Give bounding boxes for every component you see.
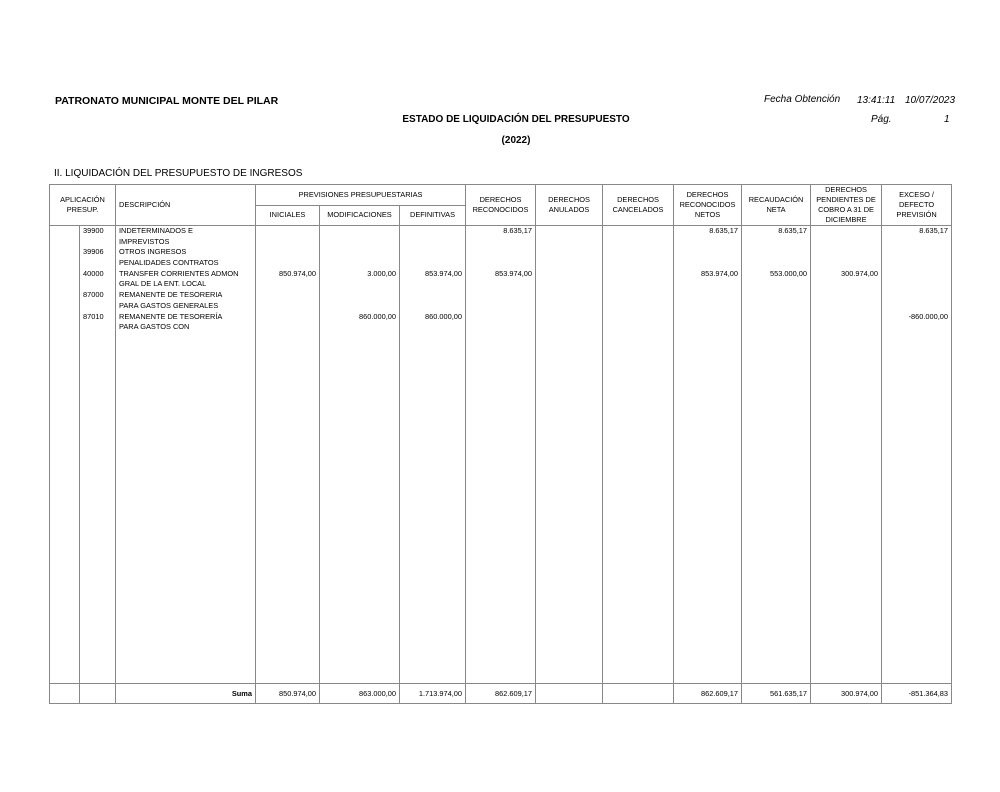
line-text (400, 237, 465, 248)
line-text (811, 301, 881, 312)
total-netos: 862.609,17 (674, 684, 742, 704)
line-text (256, 322, 319, 333)
line-text: 853.974,00 (701, 268, 739, 278)
col-pendientes: DERECHOS PENDIENTES DE COBRO A 31 DE DICIEMBRE (811, 185, 882, 226)
line-text (674, 237, 741, 248)
pendientes-lines (811, 226, 881, 683)
line-text (536, 247, 602, 258)
time-value: 13:41:11 (857, 95, 896, 106)
line-text (811, 258, 881, 269)
body-modificaciones-col (320, 226, 400, 684)
line-text (466, 290, 535, 301)
line-text: 8.635,17 (709, 226, 739, 235)
line-text (256, 247, 319, 258)
line-text (811, 247, 881, 258)
col-derechos-netos: DERECHOS RECONOCIDOS NETOS (674, 185, 742, 226)
exceso-lines (882, 226, 951, 683)
line-text (320, 322, 399, 333)
line-text: IMPREVISTOS (119, 236, 170, 246)
line-text (742, 290, 810, 301)
line-text (742, 322, 810, 333)
col-recaudacion: RECAUDACIÓN NETA (742, 185, 811, 226)
line-text (536, 226, 602, 237)
line-text: 8.635,17 (503, 226, 533, 235)
section-title: II. LIQUIDACIÓN DEL PRESUPUESTO DE INGRESOS (54, 168, 303, 179)
line-text (882, 290, 951, 301)
col-modificaciones: MODIFICACIONES (320, 205, 400, 226)
line-text (603, 237, 673, 248)
line-text (466, 247, 535, 258)
line-text (674, 279, 741, 290)
page-number: 1 (944, 114, 950, 125)
organization-name: PATRONATO MUNICIPAL MONTE DEL PILAR (55, 95, 279, 107)
line-text (882, 269, 951, 280)
col-definitivas: DEFINITIVAS (400, 205, 466, 226)
col-exceso: EXCESO / DEFECTO PREVISIÓN (882, 185, 952, 226)
total-iniciales: 850.974,00 (256, 684, 320, 704)
line-text (674, 312, 741, 323)
total-definitivas: 1.713.974,00 (400, 684, 466, 704)
total-modificaciones: 863.000,00 (320, 684, 400, 704)
body-desc-col (116, 226, 256, 684)
line-text (742, 312, 810, 323)
line-text (256, 279, 319, 290)
report-year: (2022) (501, 135, 531, 146)
line-text (811, 237, 881, 248)
line-text (742, 237, 810, 248)
anulados-lines (536, 226, 602, 683)
line-text: 300.974,00 (841, 268, 879, 278)
line-text: OTROS INGRESOS (119, 247, 187, 257)
line-text (320, 226, 399, 237)
body-netos-col (674, 226, 742, 684)
line-text (742, 279, 810, 290)
line-text (466, 279, 535, 290)
line-text (536, 269, 602, 280)
line-text (320, 237, 399, 248)
totals-row (50, 684, 952, 704)
line-text (882, 301, 951, 312)
line-text (80, 301, 115, 312)
col-derechos-anulados: DERECHOS ANULADOS (536, 185, 603, 226)
line-text (80, 258, 115, 269)
line-text (536, 322, 602, 333)
body-reconocidos-col (466, 226, 536, 684)
col-previsiones: PREVISIONES PRESUPUESTARIAS (256, 185, 466, 206)
line-text (603, 258, 673, 269)
line-text: 40000 (83, 268, 104, 278)
line-text (320, 279, 399, 290)
line-text (742, 301, 810, 312)
body-exceso-col (882, 226, 952, 684)
line-text (536, 258, 602, 269)
body-pendientes-col (811, 226, 882, 684)
total-pendientes: 300.974,00 (811, 684, 882, 704)
line-text (674, 301, 741, 312)
line-text (400, 290, 465, 301)
budget-table (49, 184, 952, 704)
line-text: 39906 (83, 247, 104, 257)
line-text (603, 301, 673, 312)
line-text: INDETERMINADOS E (119, 226, 193, 235)
line-text (674, 247, 741, 258)
body-definitivas-col (400, 226, 466, 684)
line-text (882, 247, 951, 258)
total-anulados (536, 684, 603, 704)
line-text (603, 247, 673, 258)
line-text (603, 290, 673, 301)
line-text: REMANENTE DE TESORERÍA (119, 311, 223, 321)
line-text (536, 290, 602, 301)
code-lines (80, 226, 115, 683)
totals-blank (50, 684, 80, 704)
line-text (320, 290, 399, 301)
line-text: GRAL DE LA ENT. LOCAL (119, 279, 207, 289)
line-text (256, 290, 319, 301)
line-text (882, 237, 951, 248)
line-text (466, 237, 535, 248)
line-text: 553.000,00 (770, 268, 808, 278)
modificaciones-lines (320, 226, 399, 683)
line-text (603, 269, 673, 280)
line-text (811, 290, 881, 301)
line-text: 853.974,00 (495, 268, 533, 278)
line-text (400, 279, 465, 290)
iniciales-lines (256, 226, 319, 683)
line-text (811, 322, 881, 333)
line-text (256, 312, 319, 323)
line-text (400, 247, 465, 258)
line-text: PARA GASTOS GENERALES (119, 300, 219, 310)
line-text: 850.974,00 (279, 268, 316, 278)
total-cancelados (603, 684, 674, 704)
page-label: Pág. (871, 114, 892, 125)
line-text (811, 226, 881, 237)
line-text (674, 290, 741, 301)
line-text: TRANSFER CORRIENTES ADMON (119, 268, 239, 278)
line-text: REMANENTE DE TESORERIA (119, 290, 223, 300)
line-text (320, 247, 399, 258)
body-iniciales-col (256, 226, 320, 684)
body-anulados-col (536, 226, 603, 684)
line-text (742, 258, 810, 269)
total-recaudacion: 561.635,17 (742, 684, 811, 704)
line-text (674, 258, 741, 269)
line-text: 8.635,17 (919, 226, 949, 235)
line-text (674, 322, 741, 333)
col-derechos-cancelados: DERECHOS CANCELADOS (603, 185, 674, 226)
line-text (536, 301, 602, 312)
line-text (603, 226, 673, 237)
cancelados-lines (603, 226, 673, 683)
line-text (882, 258, 951, 269)
line-text (466, 258, 535, 269)
line-text (603, 322, 673, 333)
line-text (256, 237, 319, 248)
line-text: 860.000,00 (359, 311, 396, 321)
line-text (80, 237, 115, 248)
line-text (536, 279, 602, 290)
line-text (80, 322, 115, 333)
line-text (400, 301, 465, 312)
col-derechos-reconocidos: DERECHOS RECONOCIDOS (466, 185, 536, 226)
line-text (400, 258, 465, 269)
line-text: 8.635,17 (778, 226, 808, 235)
recaudacion-lines (742, 226, 810, 683)
line-text (536, 237, 602, 248)
col-iniciales: INICIALES (256, 205, 320, 226)
col-aplicacion: APLICACIÓN PRESUP. (50, 185, 116, 226)
line-text: PENALIDADES CONTRATOS (119, 258, 219, 268)
line-text (811, 312, 881, 323)
line-text (320, 301, 399, 312)
body-recaudacion-col (742, 226, 811, 684)
line-text (466, 312, 535, 323)
line-text (256, 301, 319, 312)
fecha-label: Fecha Obtención (764, 94, 841, 105)
line-text: 39900 (83, 226, 104, 235)
line-text: -860.000,00 (908, 311, 949, 321)
line-text (603, 279, 673, 290)
line-text (536, 312, 602, 323)
definitivas-lines (400, 226, 465, 683)
line-text (603, 312, 673, 323)
line-text (256, 258, 319, 269)
body-code-col (80, 226, 116, 684)
line-text (400, 226, 465, 237)
date-value: 10/07/2023 (905, 95, 956, 106)
line-text (466, 322, 535, 333)
col-descripcion: DESCRIPCIÓN (116, 185, 256, 226)
line-text (882, 322, 951, 333)
body-cancelados-col (603, 226, 674, 684)
line-text: 3.000,00 (367, 268, 396, 278)
line-text (466, 301, 535, 312)
line-text (320, 258, 399, 269)
total-exceso: -851.364,83 (882, 684, 952, 704)
report-title: ESTADO DE LIQUIDACIÓN DEL PRESUPUESTO (402, 114, 630, 125)
line-text (80, 279, 115, 290)
line-text (256, 226, 319, 237)
line-text (811, 279, 881, 290)
totals-label: Suma (116, 684, 256, 704)
netos-lines (674, 226, 741, 683)
line-text (882, 279, 951, 290)
totals-blank (80, 684, 116, 704)
line-text (742, 247, 810, 258)
description-lines (116, 226, 255, 683)
body-blank-col (50, 226, 80, 684)
line-text: PARA GASTOS CON (119, 322, 190, 332)
reconocidos-lines (466, 226, 535, 683)
line-text: 87000 (83, 290, 104, 300)
line-text: 860.000,00 (425, 311, 463, 321)
line-text: 853.974,00 (425, 268, 463, 278)
line-text (400, 322, 465, 333)
line-text: 87010 (83, 311, 104, 321)
total-reconocidos: 862.609,17 (466, 684, 536, 704)
